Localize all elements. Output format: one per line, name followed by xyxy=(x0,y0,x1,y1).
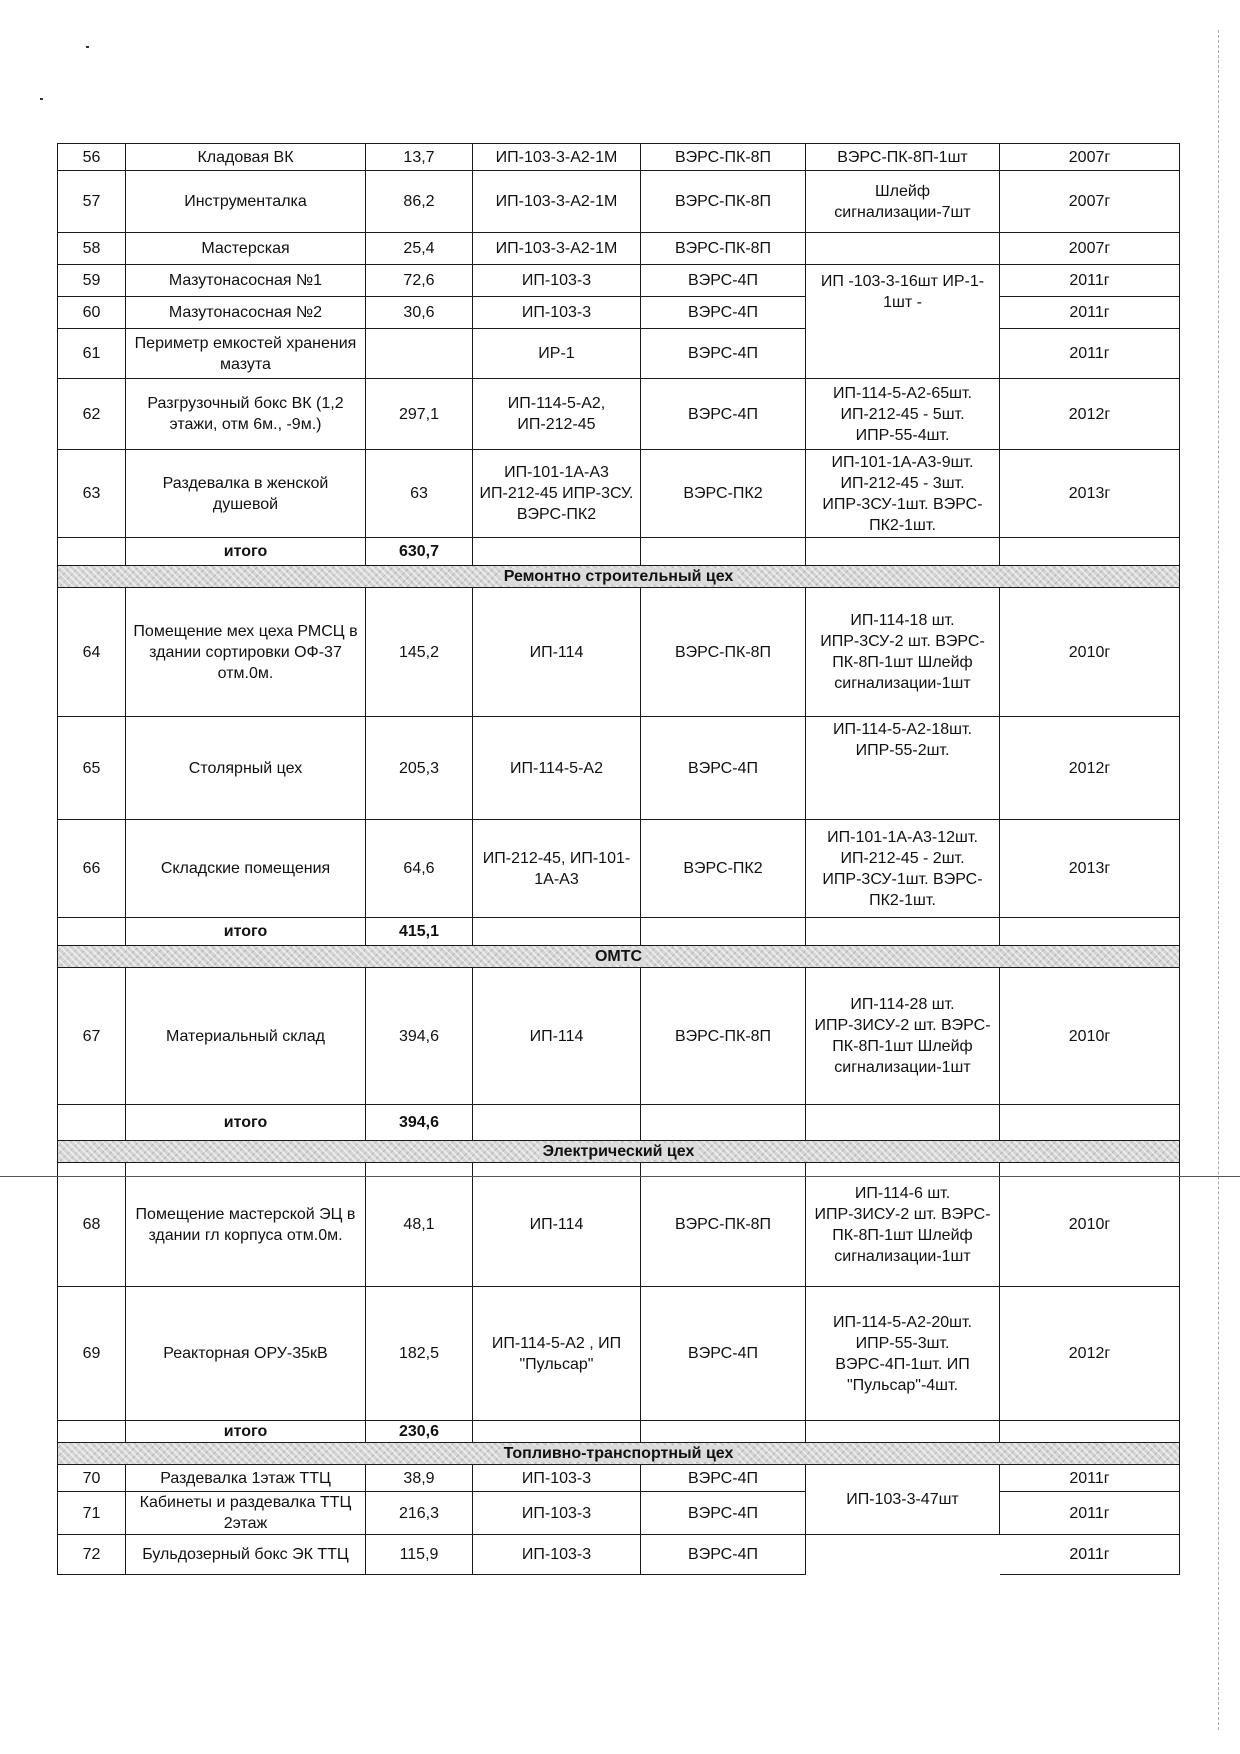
room-area: 216,3 xyxy=(366,1492,473,1535)
room-name: Складские помещения xyxy=(126,820,366,918)
install-year: 2012г xyxy=(1000,379,1180,450)
equipment-quantity: ИП-103-3-47шт xyxy=(806,1465,1000,1535)
install-year: 2007г xyxy=(1000,233,1180,265)
total-area: 230,6 xyxy=(366,1421,473,1443)
scan-speck xyxy=(40,98,43,100)
room-name: Раздевалка 1этаж ТТЦ xyxy=(126,1465,366,1492)
control-device: ВЭРС-4П xyxy=(641,265,806,297)
install-year: 2011г xyxy=(1000,1465,1180,1492)
empty-cell xyxy=(1000,538,1180,566)
total-area: 630,7 xyxy=(366,538,473,566)
control-device: ВЭРС-4П xyxy=(641,1465,806,1492)
detector-type: ИП-114-5-А2 , ИП "Пульсар" xyxy=(473,1287,641,1421)
install-year: 2012г xyxy=(1000,1287,1180,1421)
row-number: 71 xyxy=(58,1492,126,1535)
install-year: 2007г xyxy=(1000,144,1180,171)
control-device: ВЭРС-ПК-8П xyxy=(641,171,806,233)
control-device: ВЭРС-ПК-8П xyxy=(641,1163,806,1287)
detector-type: ИП-114 xyxy=(473,968,641,1105)
section-header xyxy=(58,1443,1180,1465)
table-row xyxy=(58,717,1180,820)
room-name: Мазутонасосная №2 xyxy=(126,297,366,329)
equipment-quantity: ИП-114-5-А2-20шт. ИПР-55-3шт. ВЭРС-4П-1шт. ИП "Пульсар"-4шт. xyxy=(806,1287,1000,1421)
install-year: 2012г xyxy=(1000,717,1180,820)
detector-type: ИП-114 xyxy=(473,1163,641,1287)
room-name: Помещение мастерской ЭЦ в здании гл корпуса отм.0м. xyxy=(126,1163,366,1287)
section-header xyxy=(58,1141,1180,1163)
room-area: 30,6 xyxy=(366,297,473,329)
row-number: 60 xyxy=(58,297,126,329)
control-device: ВЭРС-ПК-8П xyxy=(641,233,806,265)
room-name: Мастерская xyxy=(126,233,366,265)
total-label: итого xyxy=(126,1105,366,1141)
total-row xyxy=(58,538,1180,566)
equipment-quantity: ИП -103-3-16шт ИР-1-1шт - xyxy=(806,265,1000,379)
control-device: ВЭРС-4П xyxy=(641,329,806,379)
row-number: 66 xyxy=(58,820,126,918)
control-device: ВЭРС-ПК2 xyxy=(641,450,806,538)
row-number: 58 xyxy=(58,233,126,265)
row-number: 65 xyxy=(58,717,126,820)
room-area: 205,3 xyxy=(366,717,473,820)
total-row xyxy=(58,918,1180,946)
room-area: 115,9 xyxy=(366,1535,473,1575)
room-name: Столярный цех xyxy=(126,717,366,820)
table-row xyxy=(58,1465,1180,1492)
empty-cell xyxy=(1000,918,1180,946)
room-name: Мазутонасосная №1 xyxy=(126,265,366,297)
table-row xyxy=(58,1163,1180,1287)
detector-type: ИП-101-1А-А3 ИП-212-45 ИПР-3СУ. ВЭРС-ПК2 xyxy=(473,450,641,538)
scan-fold-line xyxy=(0,1176,1240,1177)
detector-type: ИП-103-3-А2-1М xyxy=(473,144,641,171)
total-area: 415,1 xyxy=(366,918,473,946)
row-number: 61 xyxy=(58,329,126,379)
equipment-quantity: ИП-114-5-А2-65шт. ИП-212-45 - 5шт. ИПР-55-4шт. xyxy=(806,379,1000,450)
total-area: 394,6 xyxy=(366,1105,473,1141)
total-label: итого xyxy=(126,918,366,946)
detector-type: ИП-103-3 xyxy=(473,297,641,329)
total-row xyxy=(58,1421,1180,1443)
install-year: 2011г xyxy=(1000,297,1180,329)
table-row xyxy=(58,297,1180,329)
detector-type: ИП-103-3-А2-1М xyxy=(473,171,641,233)
room-area: 13,7 xyxy=(366,144,473,171)
install-year: 2011г xyxy=(1000,329,1180,379)
equipment-quantity-empty xyxy=(806,233,1000,265)
room-name: Бульдозерный бокс ЭК ТТЦ xyxy=(126,1535,366,1575)
table-row xyxy=(58,450,1180,538)
table-row xyxy=(58,1492,1180,1535)
room-name: Раздевалка в женской душевой xyxy=(126,450,366,538)
detector-type: ИП-103-3 xyxy=(473,1535,641,1575)
room-name: Периметр емкостей хранения мазута xyxy=(126,329,366,379)
room-area: 182,5 xyxy=(366,1287,473,1421)
row-number: 56 xyxy=(58,144,126,171)
section-title: Электрический цех xyxy=(539,1143,699,1160)
room-area: 72,6 xyxy=(366,265,473,297)
row-number: 67 xyxy=(58,968,126,1105)
table-row xyxy=(58,968,1180,1105)
detector-type: ИП-114-5-А2 xyxy=(473,717,641,820)
install-year: 2011г xyxy=(1000,1535,1180,1575)
equipment-quantity: ИП-101-1А-А3-9шт. ИП-212-45 - 3шт. ИПР-3СУ-1шт. ВЭРС-ПК2-1шт. xyxy=(806,450,1000,538)
detector-type: ИР-1 xyxy=(473,329,641,379)
empty-cell xyxy=(473,918,641,946)
install-year: 2013г xyxy=(1000,820,1180,918)
control-device: ВЭРС-4П xyxy=(641,297,806,329)
section-title: Ремонтно строительный цех xyxy=(500,568,738,585)
empty-cell xyxy=(473,1421,641,1443)
detector-type: ИП-114-5-А2, ИП-212-45 xyxy=(473,379,641,450)
row-number: 69 xyxy=(58,1287,126,1421)
detector-type: ИП-103-3 xyxy=(473,1492,641,1535)
row-number: 70 xyxy=(58,1465,126,1492)
room-area: 297,1 xyxy=(366,379,473,450)
page-edge-shadow xyxy=(1218,30,1219,1730)
equipment-quantity: ИП-114-18 шт. ИПР-3СУ-2 шт. ВЭРС-ПК-8П-1шт Шлейф сигнализации-1шт xyxy=(806,588,1000,717)
room-area-empty xyxy=(366,329,473,379)
section-title: ОМТС xyxy=(591,948,646,965)
control-device: ВЭРС-4П xyxy=(641,1287,806,1421)
room-area: 48,1 xyxy=(366,1163,473,1287)
empty-cell xyxy=(1000,1421,1180,1443)
empty-cell xyxy=(641,918,806,946)
section-row xyxy=(58,946,1180,968)
equipment-quantity: ВЭРС-ПК-8П-1шт xyxy=(806,144,1000,171)
table-row xyxy=(58,329,1180,379)
section-row xyxy=(58,1443,1180,1465)
empty-cell xyxy=(806,1421,1000,1443)
table-row xyxy=(58,820,1180,918)
section-row xyxy=(58,566,1180,588)
table-row xyxy=(58,1535,1180,1575)
install-year: 2010г xyxy=(1000,588,1180,717)
control-device: ВЭРС-ПК-8П xyxy=(641,144,806,171)
install-year: 2011г xyxy=(1000,265,1180,297)
room-area: 64,6 xyxy=(366,820,473,918)
room-name: Материальный склад xyxy=(126,968,366,1105)
empty-cell xyxy=(1000,1105,1180,1141)
table-row xyxy=(58,233,1180,265)
detector-type: ИП-103-3 xyxy=(473,265,641,297)
empty-cell xyxy=(473,538,641,566)
row-number: 72 xyxy=(58,1535,126,1575)
room-name: Кладовая ВК xyxy=(126,144,366,171)
empty-cell xyxy=(641,1105,806,1141)
detector-type: ИП-103-3 xyxy=(473,1465,641,1492)
equipment-quantity: ИП-114-5-А2-18шт. ИПР-55-2шт. xyxy=(806,717,1000,820)
detector-type: ИП-103-3-А2-1М xyxy=(473,233,641,265)
table-row xyxy=(58,144,1180,171)
total-label: итого xyxy=(126,538,366,566)
install-year: 2013г xyxy=(1000,450,1180,538)
equipment-quantity: Шлейф сигнализации-7шт xyxy=(806,171,1000,233)
install-year: 2010г xyxy=(1000,968,1180,1105)
room-name: Инструменталка xyxy=(126,171,366,233)
empty-cell xyxy=(473,1105,641,1141)
install-year: 2011г xyxy=(1000,1492,1180,1535)
total-row xyxy=(58,1105,1180,1141)
empty-cell xyxy=(58,538,126,566)
room-name: Реакторная ОРУ-35кВ xyxy=(126,1287,366,1421)
row-number: 62 xyxy=(58,379,126,450)
equipment-quantity-empty xyxy=(806,1535,1000,1575)
control-device: ВЭРС-ПК-8П xyxy=(641,588,806,717)
section-title: Топливно-транспортный цех xyxy=(500,1445,738,1462)
total-label: итого xyxy=(126,1421,366,1443)
table-row xyxy=(58,265,1180,297)
equipment-register-table xyxy=(57,143,1180,1575)
empty-cell xyxy=(641,1421,806,1443)
room-area: 86,2 xyxy=(366,171,473,233)
room-area: 394,6 xyxy=(366,968,473,1105)
empty-cell xyxy=(641,538,806,566)
equipment-quantity: ИП-101-1А-А3-12шт. ИП-212-45 - 2шт. ИПР-3СУ-1шт. ВЭРС-ПК2-1шт. xyxy=(806,820,1000,918)
table-row xyxy=(58,588,1180,717)
row-number: 59 xyxy=(58,265,126,297)
section-header xyxy=(58,566,1180,588)
scan-speck xyxy=(86,46,89,48)
detector-type: ИП-114 xyxy=(473,588,641,717)
control-device: ВЭРС-ПК-8П xyxy=(641,968,806,1105)
empty-cell xyxy=(58,1105,126,1141)
room-name: Кабинеты и раздевалка ТТЦ 2этаж xyxy=(126,1492,366,1535)
empty-cell xyxy=(58,918,126,946)
room-name: Разгрузочный бокс ВК (1,2 этажи, отм 6м., -9м.) xyxy=(126,379,366,450)
control-device: ВЭРС-4П xyxy=(641,717,806,820)
table-row xyxy=(58,1287,1180,1421)
row-number: 64 xyxy=(58,588,126,717)
room-area: 145,2 xyxy=(366,588,473,717)
control-device: ВЭРС-ПК2 xyxy=(641,820,806,918)
row-number: 57 xyxy=(58,171,126,233)
detector-type: ИП-212-45, ИП-101-1А-А3 xyxy=(473,820,641,918)
section-header xyxy=(58,946,1180,968)
row-number: 68 xyxy=(58,1163,126,1287)
room-area: 25,4 xyxy=(366,233,473,265)
row-number: 63 xyxy=(58,450,126,538)
table-row xyxy=(58,171,1180,233)
empty-cell xyxy=(806,918,1000,946)
room-area: 38,9 xyxy=(366,1465,473,1492)
install-year: 2010г xyxy=(1000,1163,1180,1287)
control-device: ВЭРС-4П xyxy=(641,1535,806,1575)
equipment-quantity: ИП-114-6 шт. ИПР-3ИСУ-2 шт. ВЭРС-ПК-8П-1шт Шлейф сигнализации-1шт xyxy=(806,1163,1000,1287)
install-year: 2007г xyxy=(1000,171,1180,233)
room-name: Помещение мех цеха РМСЦ в здании сортировки ОФ-37 отм.0м. xyxy=(126,588,366,717)
control-device: ВЭРС-4П xyxy=(641,379,806,450)
empty-cell xyxy=(806,1105,1000,1141)
empty-cell xyxy=(58,1421,126,1443)
empty-cell xyxy=(806,538,1000,566)
section-row xyxy=(58,1141,1180,1163)
table-row xyxy=(58,379,1180,450)
room-area: 63 xyxy=(366,450,473,538)
control-device: ВЭРС-4П xyxy=(641,1492,806,1535)
equipment-quantity: ИП-114-28 шт. ИПР-3ИСУ-2 шт. ВЭРС-ПК-8П-1шт Шлейф сигнализации-1шт xyxy=(806,968,1000,1105)
